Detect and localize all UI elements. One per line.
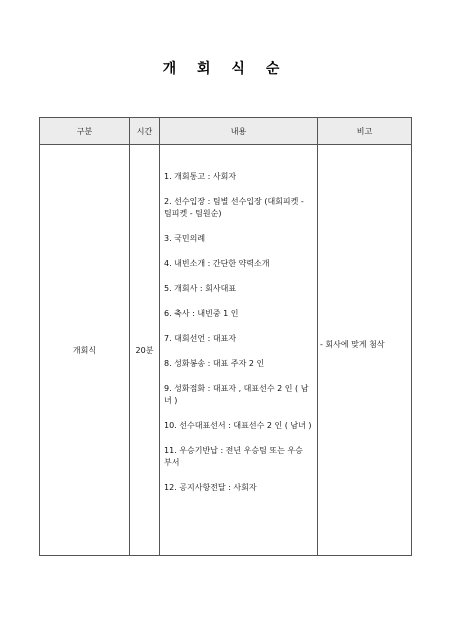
list-item: 11. 우승기반납 : 전년 우승팀 또는 우승 부서 [164,446,303,467]
list-item: 4. 내빈소개 : 간단한 약력소개 [164,259,270,268]
list-item: 12. 공지사항전달 : 사회자 [164,483,257,492]
header-category: 구분 [40,118,130,145]
list-item: 5. 개회사 : 회사대표 [164,284,237,293]
cell-note [318,145,412,556]
header-time: 시간 [130,118,160,145]
document-title: 개 회 식 순 [162,61,288,77]
ceremony-schedule-table [39,117,412,556]
list-item: 10. 선수대표선서 : 대표선수 2 인 ( 남녀 ) [164,421,312,430]
header-content: 내용 [160,118,318,145]
list-item: 8. 성화봉송 : 대표 주자 2 인 [164,359,265,368]
list-item: 2. 선수입장 : 팀별 선수입장 (대회피켓 - 팀피켓 - 팀원순) [164,197,304,218]
cell-content [160,145,318,556]
program-list [160,145,317,494]
cell-category: 개회식 [40,145,130,556]
list-item: 1. 개회통고 : 사회자 [164,172,237,181]
list-item: 6. 축사 : 내빈중 1 인 [164,309,239,318]
note-text: - 회사에 맞게 첨삭 [320,340,385,349]
header-note: 비고 [318,118,412,145]
list-item: 7. 대회선언 : 대표자 [164,334,237,343]
list-item: 3. 국민의례 [164,234,206,243]
cell-time: 20분 [130,145,160,556]
list-item: 9. 성화점화 : 대표자 , 대표선수 2 인 ( 남녀 ) [164,384,309,405]
table-header-row [40,118,412,145]
table-row [40,145,412,556]
